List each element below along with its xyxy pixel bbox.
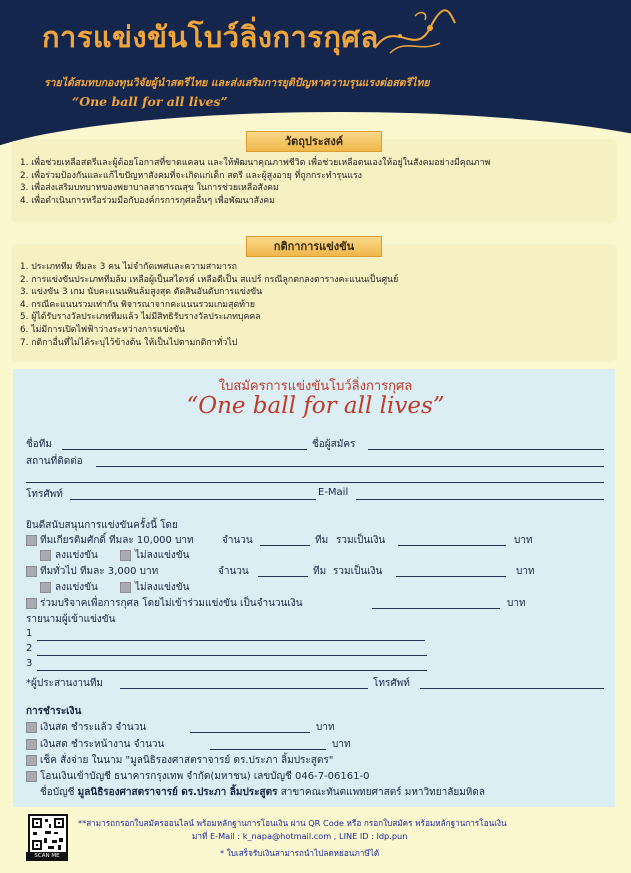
general-amount-field[interactable] bbox=[258, 576, 308, 577]
cheque-label: เช็ค สั่งจ่าย ในนาม "มูลนิธิรองศาสตราจารย์ ดร.ประภา ลิ้มประสูตร" bbox=[40, 755, 334, 766]
transfer-label: โอนเงินเข้าบัญชี ธนาคารกรุงเทพ จำกัด(มหาชน) เลขบัญชี 046-7-06161-0 bbox=[40, 771, 370, 782]
objective-item: 2. เพื่อร่วมป้องกันและแก้ไขปัญหาสังคมที่จะเกิดแก่เด็ก สตรี และผู้สูงอายุ ที่ถูกกระทำรุนแรง bbox=[20, 170, 362, 181]
rule-item: 4. กรณีคะแนนรวมเท่ากัน พิจารณาจากคะแนนรวมเกมสุดท้าย bbox=[20, 299, 256, 310]
coordinator-phone-label: โทรศัพท์ bbox=[373, 678, 410, 689]
cash-onsite-checkbox[interactable] bbox=[26, 739, 37, 750]
compete-label: ลงแข่งขัน bbox=[55, 582, 98, 593]
payment-heading: การชำระเงิน bbox=[26, 706, 82, 717]
phone-label: โทรศัพท์ bbox=[26, 489, 63, 500]
address-label: สถานที่ติดต่อ bbox=[26, 456, 83, 467]
account-name-line bbox=[40, 785, 485, 800]
account-branch: สาขาคณะทันตแพทยศาสตร์ มหาวิทยาลัยมหิดล bbox=[280, 787, 486, 798]
coordinator-field[interactable] bbox=[120, 688, 368, 689]
player-2-field[interactable] bbox=[37, 655, 427, 656]
rules-label: กติกาการแข่งขัน bbox=[246, 236, 382, 257]
general-amount-label: จำนวน bbox=[218, 566, 249, 577]
flourish-ornament-icon bbox=[370, 8, 460, 63]
transfer-checkbox[interactable] bbox=[26, 771, 37, 782]
donation-amount-field[interactable] bbox=[372, 608, 500, 609]
address-field-line2[interactable] bbox=[26, 482, 604, 483]
general-total-field[interactable] bbox=[396, 576, 506, 577]
cash-paid-field[interactable] bbox=[190, 732, 310, 733]
donation-label: ร่วมบริจาคเพื่อการกุศล โดยไม่เข้าร่วมแข่งขัน เป็นจำนวนเงิน bbox=[40, 598, 303, 609]
applicant-label: ชื่อผู้สมัคร bbox=[312, 439, 356, 450]
footer-note-receipt: * ใบเสร็จรับเงินสามารถนำไปลดหย่อนภาษีได้ bbox=[220, 848, 380, 858]
qr-scan-label: SCAN ME bbox=[26, 852, 68, 861]
objective-item: 3. เพื่อส่งเสริมบทบาทของพยาบาลสาธารณสุข ในการช่วยเหลือสังคม bbox=[20, 183, 279, 194]
compete-label: ลงแข่งขัน bbox=[55, 550, 98, 561]
team-unit: ทีม bbox=[315, 535, 329, 546]
header-subtitle: รายได้สมทบกองทุนวิจัยผู้นำสตรีไทย และส่งเสริมการยุติปัญหาความรุนแรงต่อสตรีไทย bbox=[44, 77, 430, 89]
baht-unit: บาท bbox=[514, 535, 533, 546]
player-number: 1 bbox=[26, 628, 33, 639]
player-3-field[interactable] bbox=[37, 670, 427, 671]
qr-code-icon[interactable] bbox=[28, 814, 68, 854]
baht-unit: บาท bbox=[507, 598, 526, 609]
general-compete-checkbox[interactable] bbox=[40, 582, 51, 593]
form-slogan: “One ball for all lives” bbox=[186, 393, 445, 419]
honor-not-compete-checkbox[interactable] bbox=[120, 550, 131, 561]
team-unit: ทีม bbox=[313, 566, 327, 577]
account-name-prefix: ชื่อบัญชี bbox=[40, 787, 75, 798]
honor-amount-field[interactable] bbox=[260, 545, 310, 546]
baht-unit: บาท bbox=[516, 566, 535, 577]
team-name-field[interactable] bbox=[62, 449, 307, 450]
header-slogan: “One ball for all lives” bbox=[72, 94, 228, 109]
rule-item: 3. แข่งขัน 3 เกม นับคะแนนพินล้มสูงสุด ตัดสินอันดับการแข่งขัน bbox=[20, 287, 263, 298]
cheque-checkbox[interactable] bbox=[26, 755, 37, 766]
general-total-label: รวมเป็นเงิน bbox=[333, 566, 383, 577]
honor-team-checkbox[interactable] bbox=[26, 535, 37, 546]
address-field[interactable] bbox=[96, 466, 604, 467]
player-number: 2 bbox=[26, 643, 33, 654]
support-heading: ยินดีสนับสนุนการแข่งขันครั้งนี้ โดย bbox=[26, 520, 178, 531]
players-heading: รายนามผู้เข้าแข่งขัน bbox=[26, 614, 116, 625]
baht-unit: บาท bbox=[332, 739, 351, 750]
cash-paid-checkbox[interactable] bbox=[26, 722, 37, 733]
coordinator-label: *ผู้ประสานงานทีม bbox=[26, 678, 104, 689]
general-team-checkbox[interactable] bbox=[26, 566, 37, 577]
cash-paid-label: เงินสด ชำระแล้ว จำนวน bbox=[40, 722, 147, 733]
account-name: มูลนิธิรองศาสตราจารย์ ดร.ประภา ลิ้มประสูตร bbox=[77, 787, 278, 798]
rule-item: 1. ประเภททีม ทีมละ 3 คน ไม่จำกัดเพศและความสามารถ bbox=[20, 262, 238, 272]
player-number: 3 bbox=[26, 658, 33, 669]
coordinator-phone-field[interactable] bbox=[420, 688, 604, 689]
not-compete-label: ไม่ลงแข่งขัน bbox=[135, 550, 190, 561]
objective-item: 1. เพื่อช่วยเหลือสตรีและผู้ด้อยโอกาสที่ขาดแคลน และให้พัฒนาคุณภาพชีวิต เพื่อช่วยเหลือตนเองให้อยู่ในสังคมอย่างมีคุณภาพ bbox=[20, 158, 491, 168]
form-title: ใบสมัครการแข่งขันโบว์ลิ่งการกุศล bbox=[218, 379, 413, 394]
general-team-label: ทีมทั่วไป ทีมละ 3,000 บาท bbox=[40, 566, 159, 577]
honor-compete-checkbox[interactable] bbox=[40, 550, 51, 561]
objectives-label: วัตถุประสงค์ bbox=[246, 131, 382, 152]
rules-list bbox=[20, 261, 398, 349]
honor-total-field[interactable] bbox=[398, 545, 506, 546]
honor-total-label: รวมเป็นเงิน bbox=[336, 535, 386, 546]
page-title: การแข่งขันโบว์ลิ่งการกุศล bbox=[42, 20, 379, 54]
rule-item: 2. การแข่งขันประเภททีมล้ม เหลือผู้เป็นสไตรค์ เหลือดีเป็น สแปร์ กรณีลูกตกลงตารางคะแนนเป็นศูนย์ bbox=[20, 274, 399, 285]
cash-onsite-field[interactable] bbox=[210, 749, 326, 750]
footer-note-online: **สามารถกรอกใบสมัครออนไลน์ พร้อมหลักฐานการโอนเงิน ผ่าน QR Code หรือ กรอกใบสมัคร พร้อมหลักฐานการโอนเงิน bbox=[78, 818, 507, 828]
objective-item: 4. เพื่อดำเนินการหรือร่วมมือกับองค์กรการกุศลอื่นๆ เพื่อพัฒนาสังคม bbox=[20, 195, 275, 206]
rule-item: 6. ไม่มีการเปิดไฟฟ้าว่างระหว่างการแข่งขัน bbox=[20, 324, 185, 335]
honor-amount-label: จำนวน bbox=[222, 535, 253, 546]
footer-note-contact: มาที่ E-Mail : k_napa@hotmail.com , LINE ID : ldp.pun bbox=[192, 831, 408, 841]
team-name-label: ชื่อทีม bbox=[26, 439, 52, 450]
objectives-list bbox=[20, 157, 490, 207]
not-compete-label: ไม่ลงแข่งขัน bbox=[135, 582, 190, 593]
general-not-compete-checkbox[interactable] bbox=[120, 582, 131, 593]
email-field[interactable] bbox=[356, 499, 604, 500]
email-label: E-Mail bbox=[318, 487, 349, 498]
donation-checkbox[interactable] bbox=[26, 598, 37, 609]
baht-unit: บาท bbox=[316, 722, 335, 733]
rule-item: 7. กติกาอื่นที่ไม่ได้ระบุไว้ข้างต้น ให้เป็นไปตามกติกาทั่วไป bbox=[20, 337, 238, 348]
cash-onsite-label: เงินสด ชำระหน้างาน จำนวน bbox=[40, 739, 165, 750]
applicant-field[interactable] bbox=[368, 449, 604, 450]
rule-item: 5. ผู้ได้รับรางวัลประเภททีมแล้ว ไม่มีสิทธิรับรางวัลประเภทบุคคล bbox=[20, 312, 261, 323]
phone-field[interactable] bbox=[70, 499, 316, 500]
honor-team-label: ทีมเกียรติมศักดิ์ ทีมละ 10,000 บาท bbox=[40, 535, 194, 546]
player-1-field[interactable] bbox=[37, 640, 425, 641]
